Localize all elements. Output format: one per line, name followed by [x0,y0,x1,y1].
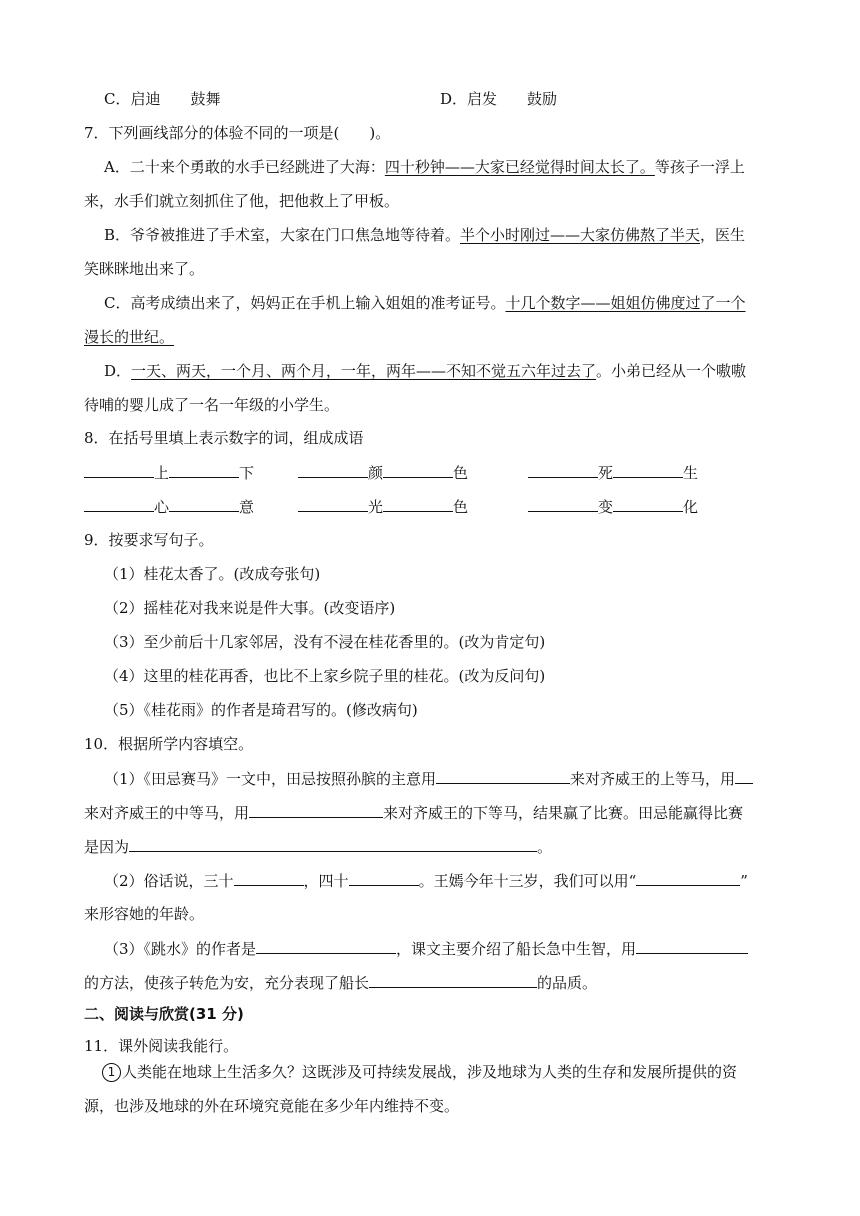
option-label: C．启迪 [104,90,161,108]
idiom-char: 光 [368,498,384,516]
q7-option-d [104,361,746,381]
q8-stem: 8．在括号里填上表示数字的词，组成成语 [84,429,364,447]
fill-text: 的方法，使孩子转危为安，充分表现了船长 [84,974,370,992]
q6-option-c [104,89,221,109]
blank-field[interactable] [613,496,683,512]
q7-option-a-line2: 来，水手们就立刻抓住了他，把他救上了甲板。 [84,192,400,210]
idiom-char: 生 [683,464,699,482]
section-heading: 二、阅读与欣赏(31 分) [84,1005,244,1023]
fill-text: 来对齐威王的中等马，用 [84,804,250,822]
option-text: 鼓励 [527,90,558,108]
idiom-char: 上 [154,464,170,482]
fill-text: 。 [537,838,553,856]
q10-part1-line3 [84,836,552,857]
blank-field[interactable] [613,462,683,478]
blank-field[interactable] [436,768,570,784]
blank-field[interactable] [129,836,537,852]
q7-option-b-line2: 笑眯眯地出来了。 [84,260,205,278]
underlined-text: 半个小时刚过——大家仿佛熬了半天 [460,226,701,244]
underlined-text: 一天、两天，一个月、两个月，一年，两年——不知不觉五六年过去了 [131,362,597,380]
blank-field[interactable] [169,462,239,478]
q10-part2-line1 [104,870,748,891]
fill-text: 来对齐威王的上等马，用 [570,770,736,788]
idiom-char: 色 [453,498,469,516]
blank-field[interactable] [169,496,239,512]
blank-field[interactable] [349,870,419,886]
q9-item-3: （3）至少前后十几家邻居，没有不浸在桂花香里的。(改为肯定句) [104,633,546,651]
blank-field[interactable] [528,496,598,512]
fill-text: 。王嫣今年十三岁，我们可以用“ [418,872,637,890]
blank-field[interactable] [383,462,453,478]
q7-option-d-line2: 待哺的婴儿成了一名一年级的小学生。 [84,396,340,414]
underlined-text: 四十秒钟——大家已经觉得时间太长了。 [384,158,655,176]
option-text: A．二十来个勇敢的水手已经跳进了大海： [104,158,385,176]
q10-part3-line1 [104,938,748,959]
option-text: 。小弟已经从一个嗷嗷 [596,362,747,380]
q7-option-c [104,293,746,313]
blank-field[interactable] [528,462,598,478]
idiom-char: 意 [239,498,255,516]
blank-field[interactable] [84,496,154,512]
q10-stem: 10．根据所学内容填空。 [84,735,254,753]
idiom-char: 变 [598,498,614,516]
q9-item-2: （2）摇桂花对我来说是件大事。(改变语序) [104,599,396,617]
q10-part3-line2 [84,972,597,993]
idiom-blank-group [298,462,468,483]
blank-field[interactable] [636,870,740,886]
blank-field[interactable] [249,802,383,818]
q7-option-b [104,225,745,245]
option-text: 鼓舞 [190,90,221,108]
blank-field[interactable] [383,496,453,512]
q9-item-4: （4）这里的桂花再香，也比不上家乡院子里的桂花。(改为反问句) [104,667,546,685]
option-label: D．启发 [440,90,498,108]
idiom-blank-group [84,462,254,483]
idiom-blank-group [528,462,698,483]
idiom-blank-group [298,496,468,517]
q7-stem: 7．下列画线部分的体验不同的一项是( )。 [84,124,391,142]
q10-part1-line2 [84,802,743,823]
option-text: ，医生 [700,226,746,244]
idiom-blank-group [84,496,254,517]
blank-field[interactable] [234,870,304,886]
option-text: 等孩子一浮上 [654,158,745,176]
option-text: C．高考成绩出来了，妈妈正在手机上输入姐姐的准考证号。 [104,294,506,312]
blank-field[interactable] [256,938,396,954]
q11-paragraph-1-line2: 源，也涉及地球的外在环境究竟能在多少年内维持不变。 [84,1097,460,1115]
q9-stem: 9．按要求写句子。 [84,531,214,549]
blank-field[interactable] [636,938,748,954]
fill-text: 来对齐威王的下等马，结果赢了比赛。田忌能赢得比赛 [383,804,744,822]
idiom-char: 色 [453,464,469,482]
fill-text: 是因为 [84,838,130,856]
blank-field[interactable] [84,462,154,478]
idiom-char: 化 [683,498,699,516]
idiom-char: 下 [239,464,255,482]
underlined-text: 漫长的世纪。 [84,328,175,346]
blank-field[interactable] [298,462,368,478]
circled-number: 1 [102,1063,121,1082]
q11-paragraph-1 [102,1062,737,1082]
q6-option-d [440,89,557,109]
fill-text: ，课文主要介绍了船长急中生智，用 [396,940,637,958]
idiom-blank-group [528,496,698,517]
fill-text: ，四十 [303,872,349,890]
fill-text: （3）《跳水》的作者是 [104,940,257,958]
q10-part2-line2: 来形容她的年龄。 [84,905,205,923]
q11-stem: 11．课外阅读我能行。 [84,1037,239,1055]
underlined-text: 十几个数字——姐姐仿佛度过了一个 [505,294,746,312]
q10-part1-line1 [104,768,753,789]
q9-item-1: （1）桂花太香了。(改成夸张句) [104,565,321,583]
q9-item-5: （5）《桂花雨》的作者是琦君写的。(修改病句) [104,701,418,719]
blank-field[interactable] [735,768,753,784]
idiom-char: 死 [598,464,614,482]
fill-text: ” [740,872,748,890]
idiom-char: 心 [154,498,170,516]
fill-text: （2）俗话说，三十 [104,872,234,890]
idiom-char: 颜 [368,464,384,482]
fill-text: （1）《田忌赛马》一文中，田忌按照孙膑的主意用 [104,770,437,788]
paragraph-text: 人类能在地球上生活多久？这既涉及可持续发展战，涉及地球为人类的生存和发展所提供的资 [122,1063,738,1081]
q7-option-a [104,157,745,177]
option-text: B．爷爷被推进了手术室，大家在门口焦急地等待着。 [104,226,461,244]
fill-text: 的品质。 [537,974,598,992]
blank-field[interactable] [369,972,537,988]
option-label: D． [104,362,132,380]
blank-field[interactable] [298,496,368,512]
q7-option-c-line2 [84,327,174,347]
